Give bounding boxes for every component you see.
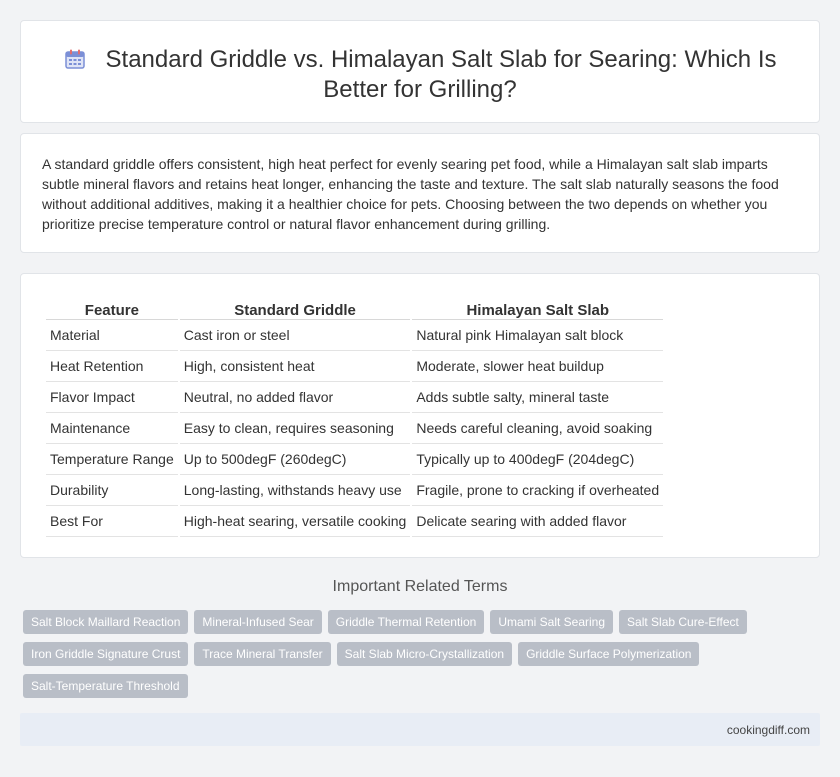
table-cell: Material — [46, 320, 178, 351]
related-term-tag[interactable]: Salt Slab Micro-Crystallization — [337, 642, 512, 666]
related-term-tag[interactable]: Mineral-Infused Sear — [194, 610, 321, 634]
table-cell: Maintenance — [46, 413, 178, 444]
table-header-row — [46, 298, 663, 320]
table-cell: Cast iron or steel — [180, 320, 411, 351]
title-card — [20, 20, 820, 123]
table-row — [46, 413, 663, 444]
related-term-tag[interactable]: Salt Block Maillard Reaction — [23, 610, 188, 634]
page-title: Standard Griddle vs. Himalayan Salt Slab for Searing: Which Is Better for Grilling? — [105, 46, 777, 103]
related-term-tag[interactable]: Salt-Temperature Threshold — [23, 674, 188, 698]
footer-site-link[interactable]: cookingdiff.com — [726, 723, 810, 737]
related-term-tag[interactable]: Griddle Surface Polymerization — [518, 642, 699, 666]
table-cell: Long-lasting, withstands heavy use — [180, 475, 411, 506]
related-term-tag[interactable]: Iron Griddle Signature Crust — [23, 642, 188, 666]
table-cell: Natural pink Himalayan salt block — [412, 320, 663, 351]
table-cell: High-heat searing, versatile cooking — [180, 506, 411, 537]
calendar-icon — [64, 48, 86, 70]
related-term-tag[interactable]: Umami Salt Searing — [490, 610, 613, 634]
table-cell: Neutral, no added flavor — [180, 382, 411, 413]
related-terms-heading: Important Related Terms — [332, 578, 508, 595]
table-row — [46, 351, 663, 382]
table-row — [46, 320, 663, 351]
table-cell: Delicate searing with added flavor — [412, 506, 663, 537]
table-cell: Best For — [46, 506, 178, 537]
header-himalayan-salt-slab: Himalayan Salt Slab — [412, 298, 663, 320]
related-terms-list — [23, 610, 803, 706]
intro-paragraph: A standard griddle offers consistent, high heat perfect for evenly searing pet food, while a Himalayan salt slab imparts subtle mineral flavors and retains heat longer, enhancing the taste and texture. The salt slab naturally seasons the food without additional additives, making it a healthier choice for pets. Choosing between the two depends on whether you prioritize precise temperature control or natural flavor enhancement during grilling. — [42, 156, 779, 232]
table-cell: Durability — [46, 475, 178, 506]
page-title-wrap — [21, 45, 819, 105]
table-row — [46, 382, 663, 413]
related-term-tag[interactable]: Salt Slab Cure-Effect — [619, 610, 747, 634]
table-row — [46, 444, 663, 475]
table-cell: Needs careful cleaning, avoid soaking — [412, 413, 663, 444]
footer — [20, 713, 820, 746]
table-row — [46, 506, 663, 537]
table-cell: Up to 500degF (260degC) — [180, 444, 411, 475]
header-feature: Feature — [46, 298, 178, 320]
intro-card — [20, 133, 820, 253]
table-cell: Temperature Range — [46, 444, 178, 475]
comparison-table — [44, 298, 665, 537]
table-row — [46, 475, 663, 506]
table-cell: Flavor Impact — [46, 382, 178, 413]
header-standard-griddle: Standard Griddle — [180, 298, 411, 320]
table-cell: Adds subtle salty, mineral taste — [412, 382, 663, 413]
table-cell: Typically up to 400degF (204degC) — [412, 444, 663, 475]
comparison-card — [20, 273, 820, 558]
table-cell: Moderate, slower heat buildup — [412, 351, 663, 382]
table-cell: High, consistent heat — [180, 351, 411, 382]
related-term-tag[interactable]: Griddle Thermal Retention — [328, 610, 485, 634]
table-cell: Heat Retention — [46, 351, 178, 382]
related-term-tag[interactable]: Trace Mineral Transfer — [194, 642, 330, 666]
table-cell: Fragile, prone to cracking if overheated — [412, 475, 663, 506]
table-cell: Easy to clean, requires seasoning — [180, 413, 411, 444]
